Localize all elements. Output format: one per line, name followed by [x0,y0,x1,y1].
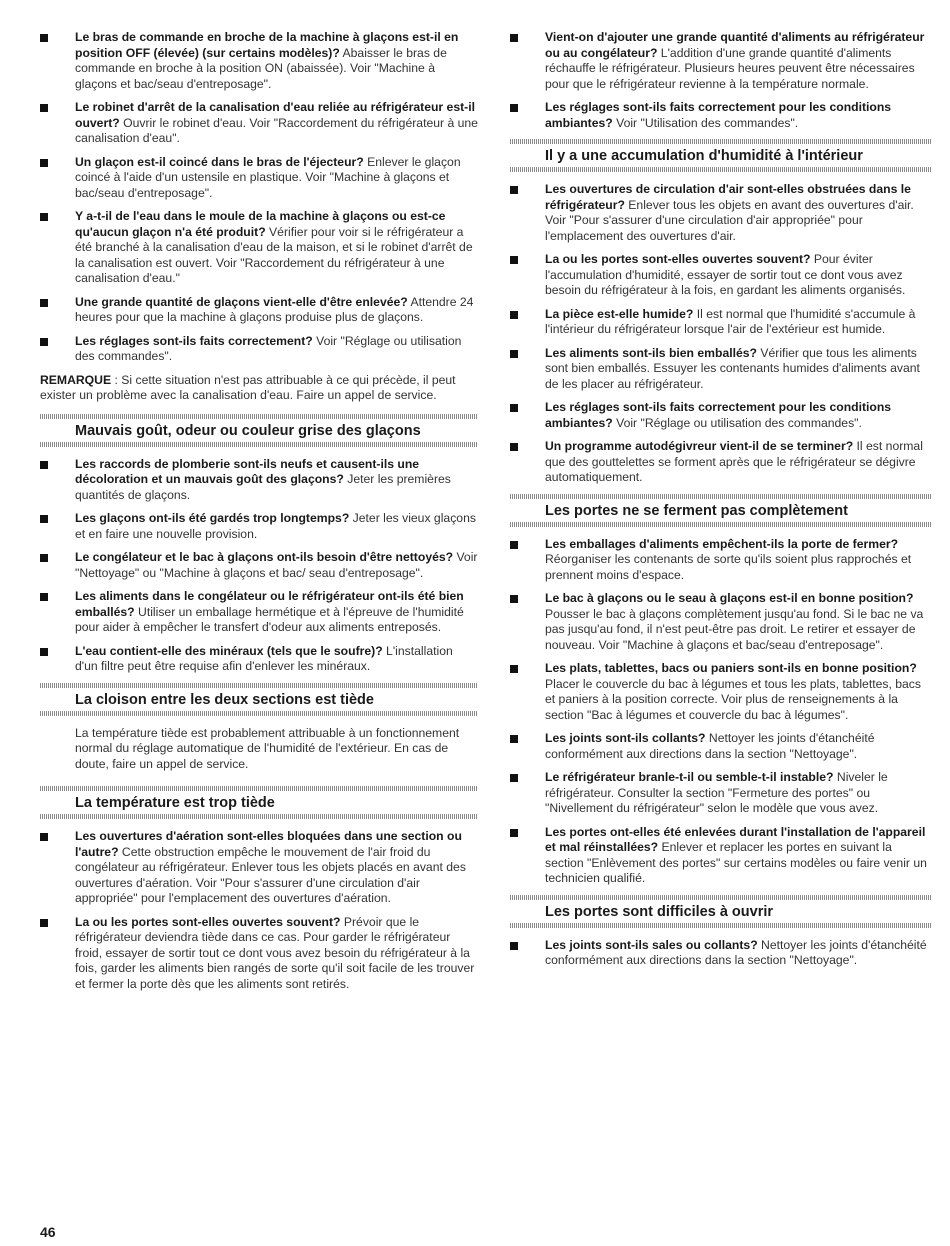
section-title: Il y a une accumulation d'humidité à l'intérieur [545,148,863,164]
section-doors-open [510,895,932,928]
question-text: Les joints sont-ils sales ou collants? [545,937,758,952]
answer-text: Ouvrir le robinet d'eau. Voir "Raccordement du réfrigérateur à une canalisation d'eau". [75,115,478,145]
question-text: La ou les portes sont-elles ouvertes souvent? [545,252,811,266]
square-bullet-icon [510,829,518,837]
section-title: Les portes ne se ferment pas complètement [545,502,848,519]
list-item [510,439,932,486]
left-intro-list [40,30,478,365]
answer-text: Enlever tous les objets en avant des ouvertures d'air. Voir "Pour s'assurer d'une circulation d'air appropriée" pour l'emplacement des ouvertures d'air. [545,197,914,243]
list-item [40,100,478,147]
answer-text: Prévoir que le réfrigérateur deviendra tiède dans ce cas. Pour garder le réfrigérateur froid, essayer de sortir tout ce dont vous avez besoin du réfrigérateur à la fois, garder les aliments bien rangés de sorte qu'il soit facile de les trouver et fermer la porte dès que les aliments sont retirés. [75,914,475,991]
section-rule [510,167,932,172]
section-title: Les portes sont difficiles à ouvrir [545,903,774,920]
square-bullet-icon [510,256,518,264]
answer-text: Vérifier pour voir si le réfrigérateur a été branché à la canalisation d'eau de la maison, et si le robinet d'arrêt de la canalisation est ouvert. Voir "Raccordement du réfrigérateur à une canalisation d'eau." [75,224,473,285]
answer-text: Pousser le bac à glaçons complètement jusqu'au fond. Si le bac ne va pas jusqu'au fond, il n'est peut-être pas droit. Le retirer et essayer de nouveau. Voir "Machine à glaçons et bac/seau d'entreposage". [545,606,924,652]
list-item [510,770,932,817]
list-item [40,457,478,504]
section-divider [40,683,478,716]
square-bullet-icon [510,34,518,42]
answer-text: Enlever le glaçon coincé à l'aide d'un ustensile en plastique. Voir "Machine à glaçons et bac/seau d'entreposage". [75,154,461,200]
question-text: Les joints sont-ils collants? [545,731,706,745]
humidity-list [510,182,932,486]
question-text: Les portes ont-elles été enlevées durant l'installation de l'appareil et mal réinstallées? [545,824,926,854]
answer-text: L'addition d'une grande quantité d'aliments réchauffe le réfrigérateur. Plusieurs heures peuvent être nécessaires pour que le réfrigérateur revienne à la température normale. [545,45,915,91]
list-item [510,400,932,431]
question-text: L'eau contient-elle des minéraux (tels que le soufre)? [75,643,383,658]
square-bullet-icon [40,554,48,562]
square-bullet-icon [40,159,48,167]
list-item [510,30,932,92]
square-bullet-icon [40,213,48,221]
divider-text: La température tiède est probablement attribuable à un fonctionnement normal du réglage automatique de l'humidité de l'extérieur. En cas de doute, faire un appel de service. [75,725,460,771]
question-text: Les emballages d'aliments empêchent-ils la porte de fermer? [545,536,899,551]
section-rule [40,442,478,447]
square-bullet-icon [510,443,518,451]
question-text: Le bras de commande en broche de la machine à glaçons est-il en position OFF (élevée) (sur certains modèles)? [75,30,459,60]
answer-text: Placer le couvercle du bac à légumes et tous les plats, tablettes, bacs et paniers à la position correcte. Voir plus de renseignements à la section "Bac à légumes et couvercle du bac à légumes". [545,676,921,722]
question-text: Un glaçon est-il coincé dans le bras de l'éjecteur? [75,154,364,169]
answer-text: Abaisser le bras de commande en broche à la position ON (abaissée). Voir "Machine à glaçons et bac/seau d'entreposage". [75,45,447,91]
square-bullet-icon [510,595,518,603]
answer-text: Il est normal que l'humidité s'accumule à l'intérieur du réfrigérateur lorsque l'air de l'extérieur est humide. [545,306,916,336]
square-bullet-icon [40,515,48,523]
list-item [40,915,478,993]
answer-text: Cette obstruction empêche le mouvement de l'air froid du congélateur au réfrigérateur. Enlever tous les objets placés en avant des ouvertures d'aération. Voir "Pour s'assurer d'une circulation d'air appropriée" pour l'emplacement des ouvertures d'aération. [75,844,466,905]
list-item [510,182,932,244]
square-bullet-icon [510,942,518,950]
answer-text: Pour éviter l'accumulation d'humidité, essayer de sortir tout ce dont vous avez besoin du réfrigérateur à la fois, en gardant les aliments organisés. [545,252,906,297]
section-title: La cloison entre les deux sections est tiède [75,691,374,708]
question-text: La pièce est-elle humide? [545,306,694,321]
section-rule [40,711,478,716]
square-bullet-icon [510,665,518,673]
list-item [40,829,478,907]
square-bullet-icon [40,833,48,841]
list-item [40,511,478,542]
list-item [40,209,478,287]
question-text: Les aliments sont-ils bien emballés? [545,345,757,360]
square-bullet-icon [40,104,48,112]
square-bullet-icon [510,404,518,412]
answer-text: Voir "Réglage ou utilisation des commandes". [612,415,862,430]
answer-text: Utiliser un emballage hermétique et à l'épreuve de l'humidité pour aider à empêcher le transfert d'odeur aux aliments entreposés. [75,604,464,634]
answer-text: Il est normal que des gouttelettes se forment après que le réfrigérateur se dégivre automatiquement. [545,439,923,484]
page-number: 46 [40,1224,56,1240]
question-text: Le robinet d'arrêt de la canalisation d'eau reliée au réfrigérateur est-il ouvert? [75,100,475,130]
answer-text: Jeter les vieux glaçons et en faire une nouvelle provision. [75,511,476,541]
square-bullet-icon [40,34,48,42]
square-bullet-icon [510,350,518,358]
answer-text: Nettoyer les joints d'étanchéité conformément aux directions dans la section "Nettoyage". [545,937,927,967]
left-column [40,30,478,1000]
answer-text: Niveler le réfrigérateur. Consulter la section "Fermeture des portes" ou "Nivellement du réfrigérateur" selon le modèle que vous avez. [545,770,888,815]
answer-text: L'installation d'un filtre peut être requise afin d'enlever les minéraux. [75,643,453,673]
square-bullet-icon [40,338,48,346]
square-bullet-icon [510,104,518,112]
section-title: Mauvais goût, odeur ou couleur grise des glaçons [75,422,421,439]
question-text: Les réglages sont-ils faits correctement pour les conditions ambiantes? [545,400,892,430]
question-text: Les ouvertures de circulation d'air sont-elles obstruées dans le réfrigérateur? [545,182,911,212]
square-bullet-icon [40,299,48,307]
answer-text: Voir "Utilisation des commandes". [612,115,799,130]
right-intro-list [510,30,932,131]
list-item [510,591,932,653]
answer-text: Attendre 24 heures pour que la machine à glaçons produise plus de glaçons. [75,294,474,324]
section-doors-close [510,494,932,527]
list-item [40,550,478,581]
list-item [510,661,932,723]
section-rule [510,522,932,527]
square-bullet-icon [510,541,518,549]
list-item [510,252,932,299]
question-text: Les glaçons ont-ils été gardés trop longtemps? [75,511,350,525]
section-humidity [510,139,932,172]
square-bullet-icon [40,648,48,656]
question-text: Une grande quantité de glaçons vient-elle d'être enlevée? [75,294,408,309]
square-bullet-icon [40,461,48,469]
question-text: Les ouvertures d'aération sont-elles bloquées dans une section ou l'autre? [75,829,462,859]
question-text: Les réglages sont-ils faits correctement pour les conditions ambiantes? [545,100,892,130]
question-text: Vient-on d'ajouter une grande quantité d'aliments au réfrigérateur ou au congélateur? [545,30,925,60]
section-title: La température est trop tiède [75,795,275,811]
question-text: Un programme autodégivreur vient-il de se terminer? [545,439,854,453]
list-item [510,346,932,393]
list-item [510,938,932,969]
right-column [510,30,932,977]
warm-list [40,829,478,992]
answer-text: Vérifier que tous les aliments sont bien emballés. Essuyer les contenants humides d'aliments avant de les placer au réfrigérateur. [545,345,920,391]
note-label: REMARQUE [40,372,112,387]
square-bullet-icon [510,186,518,194]
answer-text: Voir "Réglage ou utilisation des commandes". [75,333,462,363]
square-bullet-icon [510,774,518,782]
list-item [40,334,478,365]
question-text: Les aliments dans le congélateur ou le réfrigérateur ont-ils été bien emballés? [75,589,464,619]
list-item [510,307,932,338]
list-item [40,295,478,326]
taste-list [40,457,478,675]
list-item [510,731,932,762]
answer-text: Réorganiser les contenants de sorte qu'ils soient plus rapprochés et prennent moins d'espace. [545,552,912,582]
answer-text: Jeter les premières quantités de glaçons. [75,472,451,502]
answer-text: Nettoyer les joints d'étanchéité conformément aux directions dans la section "Nettoyage". [545,731,875,761]
square-bullet-icon [40,919,48,927]
note-text: : Si cette situation n'est pas attribuable à ce qui précède, il peut exister un problème avec la canalisation d'eau. Faire un appel de service. [40,372,456,402]
list-item [510,100,932,131]
answer-text: Voir "Nettoyage" ou "Machine à glaçons et bac/ seau d'entreposage". [75,550,478,580]
square-bullet-icon [40,593,48,601]
question-text: La ou les portes sont-elles ouvertes souvent? [75,914,341,929]
list-item [510,537,932,584]
section-taste [40,414,478,447]
question-text: Les réglages sont-ils faits correctement? [75,333,313,348]
section-warm [40,786,478,819]
question-text: Le bac à glaçons ou le seau à glaçons est-il en bonne position? [545,591,914,605]
section-rule [40,814,478,819]
question-text: Les plats, tablettes, bacs ou paniers sont-ils en bonne position? [545,661,917,675]
square-bullet-icon [510,311,518,319]
question-text: Le réfrigérateur branle-t-il ou semble-t-il instable? [545,770,834,784]
section-rule [510,923,932,928]
square-bullet-icon [510,735,518,743]
doors-close-list [510,537,932,887]
list-item [40,155,478,202]
answer-text: Enlever et replacer les portes en suivant la section "Enlèvement des portes" sur certains modèles ou faire venir un technicien qualifié. [545,840,927,885]
list-item [40,30,478,92]
list-item [40,589,478,636]
question-text: Le congélateur et le bac à glaçons ont-ils besoin d'être nettoyés? [75,550,454,564]
question-text: Les raccords de plomberie sont-ils neufs et causent-ils une décoloration et un mauvais goût des glaçons? [75,456,420,486]
remarque-note [40,373,478,404]
question-text: Y a-t-il de l'eau dans le moule de la machine à glaçons ou est-ce qu'aucun glaçon n'a été produit? [75,209,446,239]
list-item [510,825,932,887]
list-item [40,644,478,675]
doors-open-list [510,938,932,969]
